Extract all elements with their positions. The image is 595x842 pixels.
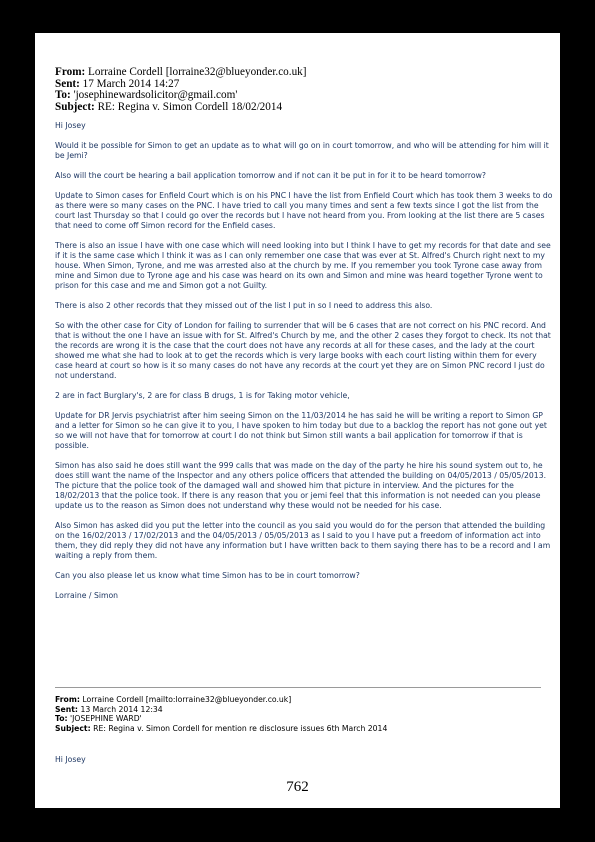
sent-label: Sent:	[55, 704, 78, 714]
body-paragraph: Also Simon has asked did you put the letter into the council as you said you would do for the person that attended the building on the 16/02/2013 / 17/02/2013 and the 04/05/2013 / 05/05/2013 as I said to you I have put a freedom of information act into them, they did reply they did not have any information but I have written back to them saying there has to be a record and I am waiting a reply from them.	[55, 521, 551, 560]
body-paragraph: Also will the court be hearing a bail application tomorrow and if not can it be put in for it to be heard tomorrow?	[55, 171, 486, 180]
subject-line	[55, 724, 555, 734]
subject-value: RE: Regina v. Simon Cordell 18/02/2014	[97, 100, 283, 113]
to-line	[55, 714, 555, 724]
divider	[55, 687, 541, 688]
body-paragraph: Update to Simon cases for Enfield Court which is on his PNC I have the list from Enfield Court which has took them 3 weeks to do as there were so many cases on the PNC. I have tried to call you many times and sent a few texts since I got the list from the court last Thursday so that I could go over the records but I have not heard from you. From looking at the list there are 5 cases that need to come off Simon record for the Enfield cases.	[55, 191, 553, 230]
from-line	[55, 695, 555, 705]
to-label: To:	[55, 89, 71, 101]
body-paragraph: There is also 2 other records that they missed out of the list I put in so I need to address this also.	[55, 301, 433, 310]
body-paragraph: There is also an issue I have with one case which will need looking into but I think I have to get my records for that date and see if it is the same case which I think it was as I can only remember one case that was ever at St. Alfred's Church right next to my house. When Simon, Tyrone, and me was arrested also at the church by me. If you remember you took Tyrone case away from mine and Simon due to Tyrone age and his case was heard on its own and Simon and mine was heard together Tyrone went to prison for this case and me and Simon got a not Guilty.	[55, 241, 551, 290]
sent-line	[55, 705, 555, 715]
email-header-current	[55, 67, 555, 113]
greeting: Hi Josey	[55, 121, 86, 130]
page-number: 762	[286, 779, 309, 795]
sent-label: Sent:	[55, 77, 80, 90]
body-paragraph: Update for DR Jervis psychiatrist after him seeing Simon on the 11/03/2014 he has said he will be writing a report to Simon GP and a letter for Simon so he can give it to you, I have spoken to him today but due to a backlog the report has not gone out yet so we will not have that for tomorrow at court I do not think but Simon still wants a bail application for tomorrow if that is possible.	[55, 411, 547, 450]
to-label: To:	[55, 714, 68, 724]
signoff: Lorraine / Simon	[55, 591, 119, 600]
to-value: 'JOSEPHINE WARD'	[70, 714, 142, 724]
body-paragraph: Would it be possible for Simon to get an update as to what will go on in court tomorrow, and who will be attending for him will it be Jemi?	[55, 141, 549, 160]
subject-label: Subject:	[55, 723, 91, 733]
quoted-greeting: Hi Josey	[55, 755, 86, 764]
sent-value: 13 March 2014 12:34	[80, 704, 163, 714]
body-paragraph: So with the other case for City of London for failing to surrender that will be 6 cases that are not correct on his PNC record. And that is without the one I have an issue with for St. Alfred's Church by me, and the other 2 cases they forgot to check. Its not that the records are wrong it is the case that the court does not have any records at all for these cases, and the lady at the court showed me what she had to look at to get the records which is very large books with each court listing within them for every case heard at court so how is it so many cases do not have any records at the court yet they are on Simon PNC record I just do not understand.	[55, 321, 551, 380]
body-paragraph: 2 are in fact Burglary's, 2 are for class B drugs, 1 is for Taking motor vehicle,	[55, 391, 350, 400]
subject-label: Subject:	[55, 100, 95, 113]
body-paragraph: Simon has also said he does still want the 999 calls that was made on the day of the party he hire his sound system out to, he does still want the name of the Inspector and any others police officers that attended the building on 04/05/2013 / 05/05/2013. The picture that the police took of the damaged wall and showed him that picture in interview. And the pictures for the 18/02/2013 that the police took. If there is any reason that you or jemi feel that this information is not needed can you please update us to the reason as Simon does not understand why these would not be needed for his case.	[55, 461, 547, 510]
document-page	[35, 33, 560, 808]
from-label: From:	[55, 66, 86, 78]
email-header-quoted	[55, 695, 555, 733]
email-body	[55, 121, 553, 611]
to-value: 'josephinewardsolicitor@gmail.com'	[73, 89, 238, 101]
subject-line	[55, 102, 555, 114]
from-value: Lorraine Cordell [lorraine32@blueyonder.co.uk]	[88, 66, 307, 78]
from-label: From:	[55, 695, 80, 704]
subject-value: RE: Regina v. Simon Cordell for mention re disclosure issues 6th March 2014	[93, 723, 388, 733]
body-paragraph: Can you also please let us know what time Simon has to be in court tomorrow?	[55, 571, 360, 580]
sent-value: 17 March 2014 14:27	[82, 77, 180, 90]
from-value: Lorraine Cordell [mailto:lorraine32@blueyonder.co.uk]	[82, 695, 292, 704]
